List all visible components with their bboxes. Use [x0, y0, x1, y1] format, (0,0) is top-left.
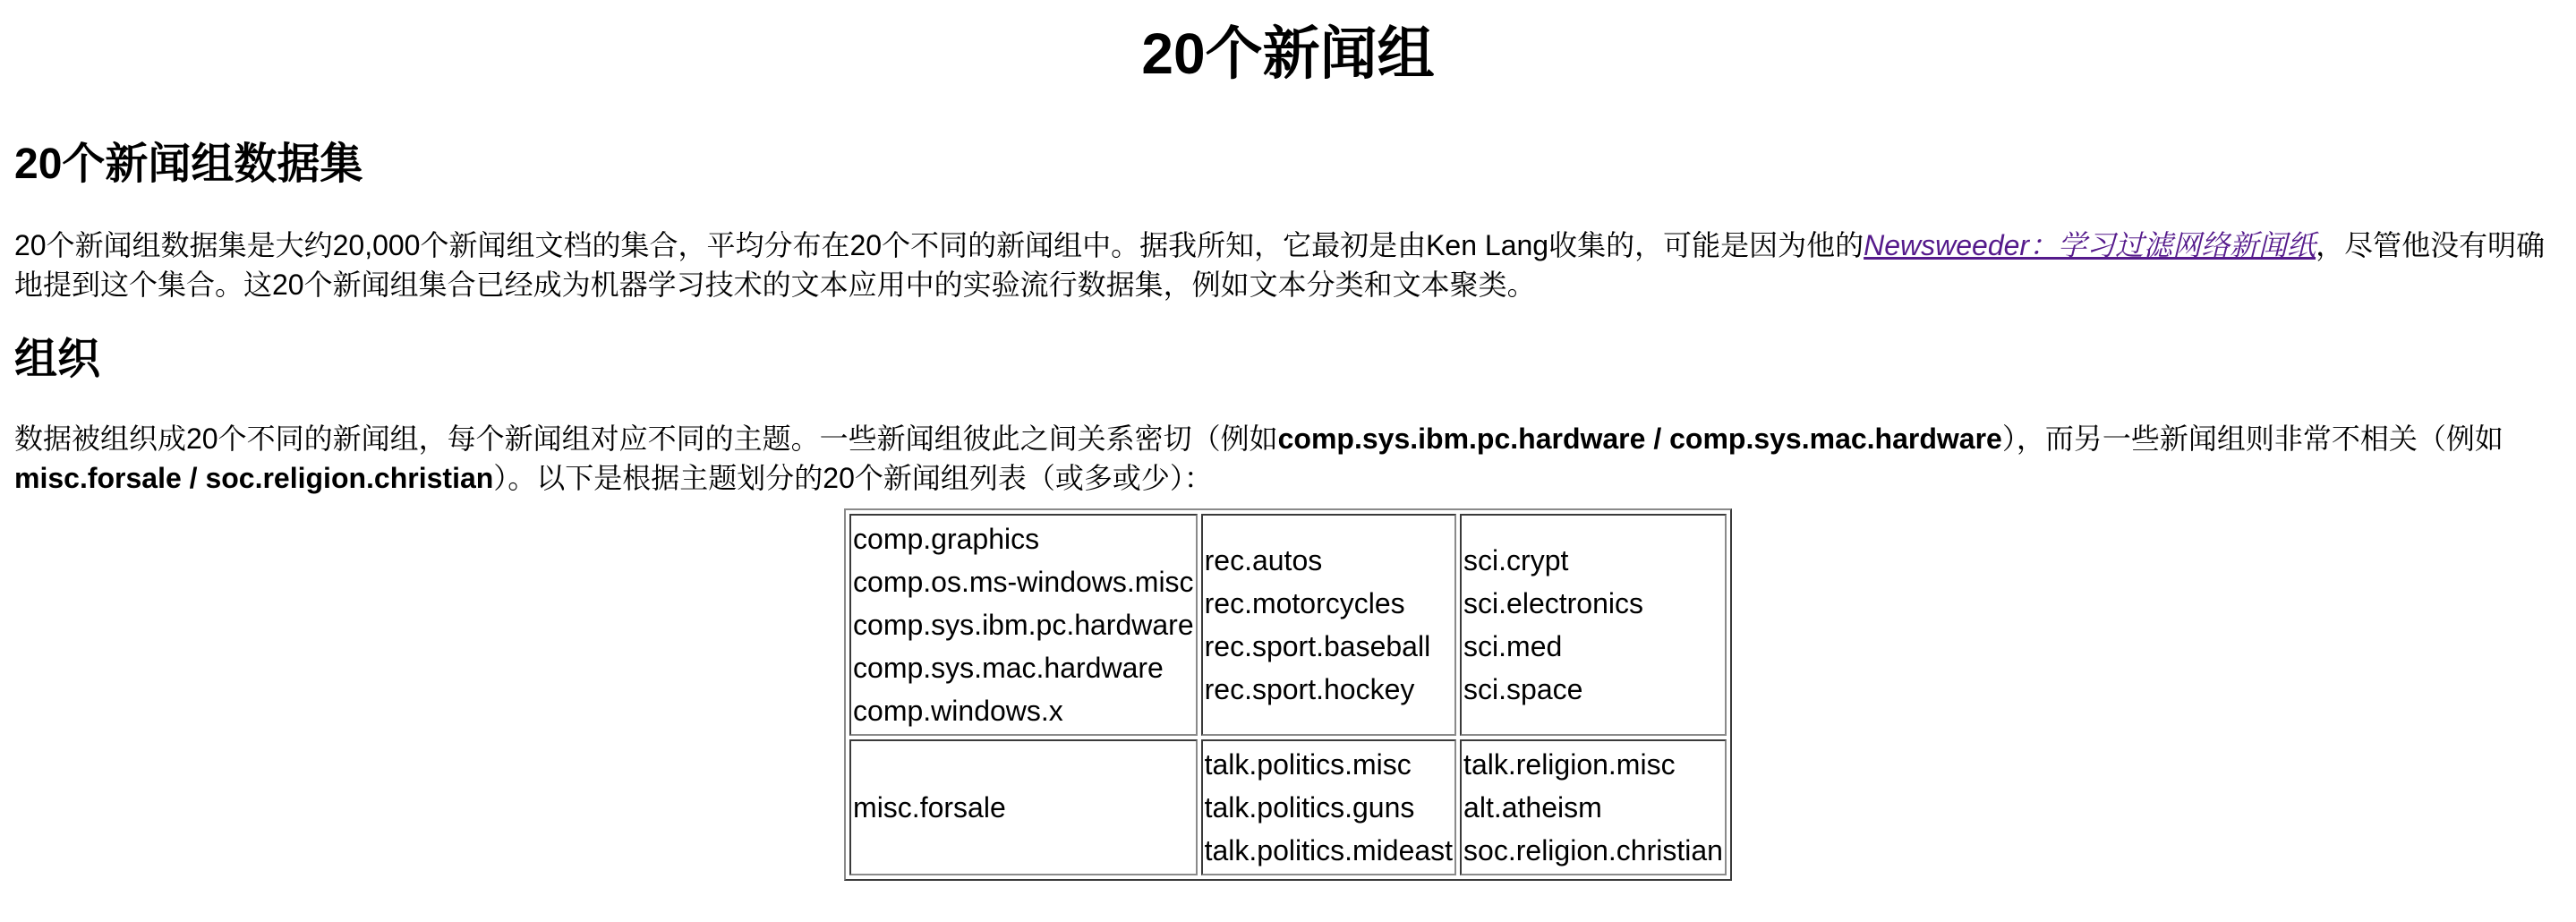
- list-item: comp.sys.ibm.pc.hardware: [853, 609, 1194, 641]
- groups-table-wrapper: [14, 508, 2562, 881]
- dataset-description: [14, 226, 2562, 304]
- list-item: sci.crypt: [1463, 544, 1569, 576]
- org-text-1: 数据被组织成20个不同的新闻组，每个新闻组对应不同的主题。一些新闻组彼此之间关系密切（例如: [14, 423, 1278, 455]
- list-item: rec.autos: [1204, 544, 1323, 576]
- org-example-unrelated: misc.forsale / soc.religion.christian: [14, 462, 494, 494]
- table-cell-religion: [1460, 739, 1727, 875]
- list-item: talk.politics.misc: [1204, 748, 1412, 781]
- list-item: misc.forsale: [853, 791, 1006, 824]
- list-item: alt.atheism: [1463, 791, 1602, 824]
- intro-text-before-link: 20个新闻组数据集是大约20,000个新闻组文档的集合，平均分布在20个不同的新闻组中。据我所知，它最初是由Ken Lang收集的，可能是因为他的: [14, 229, 1864, 261]
- list-item: talk.politics.mideast: [1204, 834, 1454, 867]
- list-item: sci.med: [1463, 630, 1563, 662]
- table-cell-misc: [849, 739, 1198, 875]
- list-item: comp.windows.x: [853, 695, 1063, 727]
- newsweeder-paper-link[interactable]: Newsweeder：学习过滤网络新闻纸: [1864, 229, 2316, 261]
- list-item: rec.sport.hockey: [1204, 673, 1415, 705]
- list-item: comp.os.ms-windows.misc: [853, 566, 1194, 598]
- table-cell-talk-politics: [1201, 739, 1456, 875]
- table-row: [849, 514, 1727, 736]
- list-item: soc.religion.christian: [1463, 834, 1723, 867]
- list-item: talk.politics.guns: [1204, 791, 1415, 824]
- intro-text-after-link: ，尽管他没有明确地提到这个集合。这20个新闻组集合已经成为机器学习技术的文本应用中的实验流行数据集，例如文本分类和文本聚类。: [14, 229, 2546, 301]
- table-row: [849, 739, 1727, 875]
- list-item: talk.religion.misc: [1463, 748, 1676, 781]
- org-text-2: ），而另一些新闻组则非常不相关（例如: [2001, 423, 2503, 455]
- section-heading-organization: 组织: [14, 336, 101, 383]
- list-item: comp.graphics: [853, 523, 1040, 555]
- table-cell-rec: [1201, 514, 1456, 736]
- section-heading-dataset: 20个新闻组数据集: [14, 141, 363, 188]
- org-example-related: comp.sys.ibm.pc.hardware / comp.sys.mac.hardware: [1277, 423, 2002, 455]
- organization-description: [14, 419, 2562, 498]
- org-text-3: ）。以下是根据主题划分的20个新闻组列表（或多或少）：: [493, 462, 1213, 494]
- table-cell-comp: [849, 514, 1198, 736]
- list-item: rec.sport.baseball: [1204, 630, 1431, 662]
- list-item: comp.sys.mac.hardware: [853, 652, 1164, 684]
- newsgroups-table: [844, 508, 1732, 881]
- list-item: rec.motorcycles: [1204, 587, 1405, 619]
- list-item: sci.electronics: [1463, 587, 1643, 619]
- page-title: 20个新闻组: [1141, 21, 1435, 86]
- table-cell-sci: [1460, 514, 1727, 736]
- list-item: sci.space: [1463, 673, 1583, 705]
